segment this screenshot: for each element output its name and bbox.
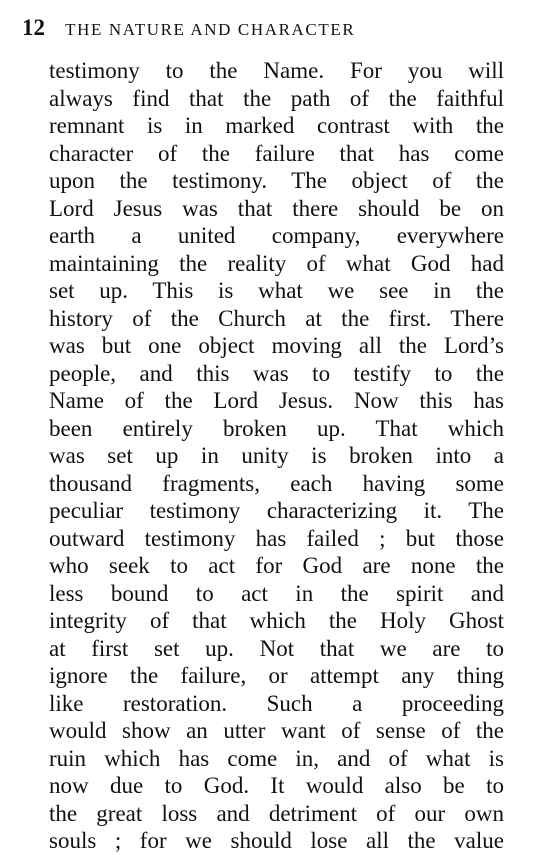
text-line: testimony to the Name. For you will <box>49 58 504 83</box>
text-line: peculiar testimony characterizing it. The <box>49 498 504 523</box>
text-line: would show an utter want of sense of the <box>49 718 504 743</box>
text-line: always find that the path of the faithful <box>49 85 504 111</box>
text-line: was but one object moving all the Lord’s <box>49 333 504 358</box>
page-number: 12 <box>22 15 45 40</box>
text-line: thousand fragments, each having some <box>49 470 504 496</box>
text-line: set up. This is what we see in the <box>49 278 504 303</box>
text-line: been entirely broken up. That which <box>49 415 504 441</box>
text-line: ignore the failure, or attempt any thing <box>49 663 504 688</box>
text-line: was set up in unity is broken into a <box>49 443 504 468</box>
text-line: less bound to act in the spirit and <box>49 580 504 606</box>
text-line: who seek to act for God are none the <box>49 553 504 578</box>
text-line: ruin which has come in, and of what is <box>49 745 504 771</box>
text-line: people, and this was to testify to the <box>49 360 504 386</box>
running-head <box>22 14 522 42</box>
text-line: upon the testimony. The object of the <box>49 168 504 193</box>
running-title: THE NATURE AND CHARACTER <box>65 20 356 39</box>
text-line: history of the Church at the first. There <box>49 305 504 331</box>
text-line: the great loss and detriment of our own <box>49 800 504 826</box>
text-line: maintaining the reality of what God had <box>49 250 504 276</box>
text-line: character of the failure that has come <box>49 140 504 166</box>
text-line: now due to God. It would also be to <box>49 773 504 798</box>
text-line: at first set up. Not that we are to <box>49 635 504 661</box>
text-line: Lord Jesus was that there should be on <box>49 195 504 221</box>
text-line: integrity of that which the Holy Ghost <box>49 608 504 633</box>
body-text <box>49 57 504 855</box>
text-line: outward testimony has failed ; but those <box>49 525 504 551</box>
text-line: remnant is in marked contrast with the <box>49 113 504 138</box>
text-line: earth a united company, everywhere <box>49 223 504 248</box>
text-line: souls ; for we should lose all the value <box>49 828 504 853</box>
text-line: Name of the Lord Jesus. Now this has <box>49 388 504 413</box>
text-line: like restoration. Such a proceeding <box>49 690 504 716</box>
